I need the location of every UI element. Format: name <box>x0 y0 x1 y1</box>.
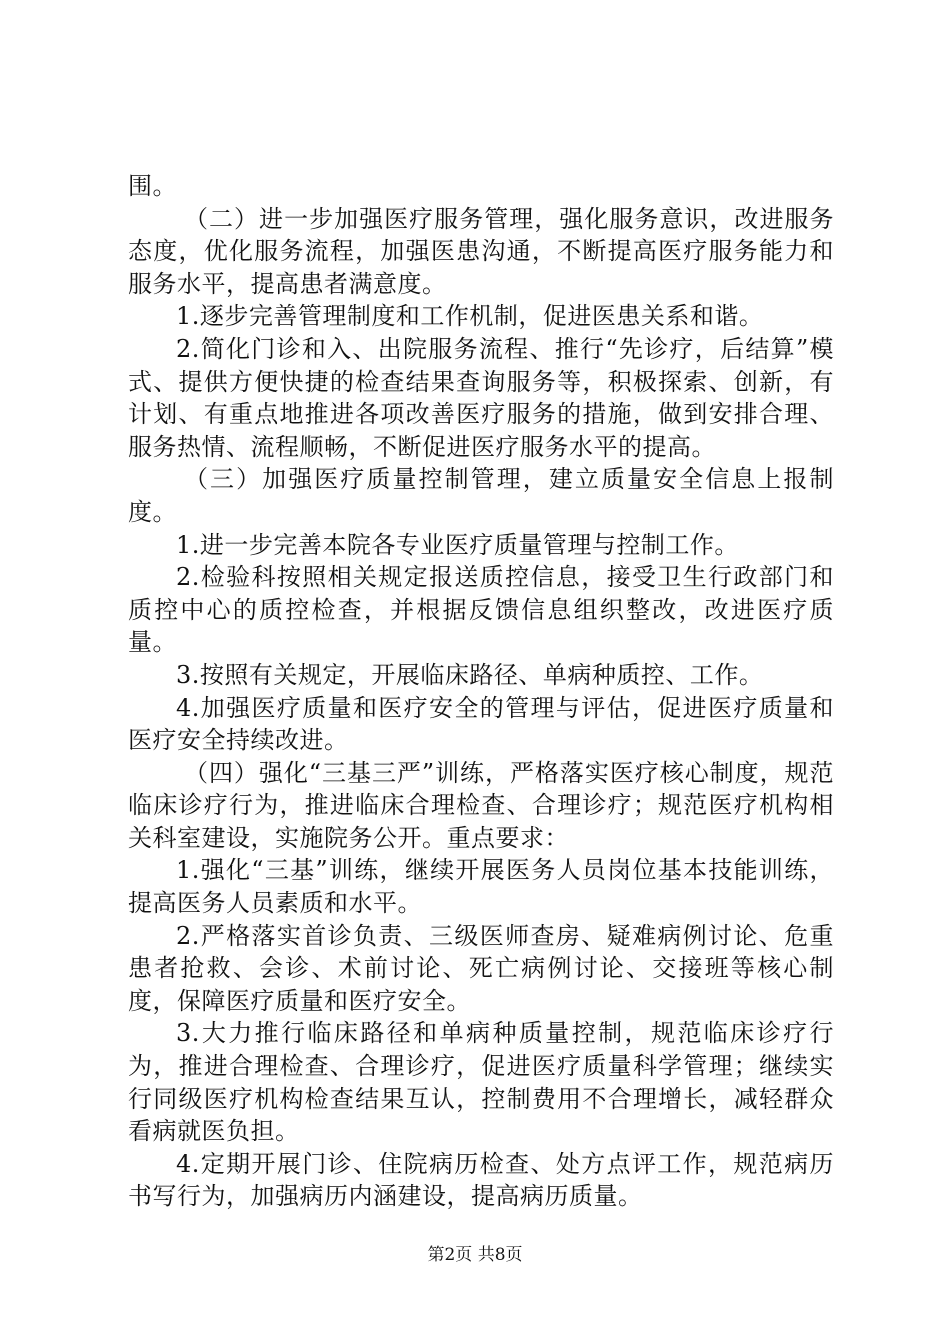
list-item: 2.严格落实首诊负责、三级医师查房、疑难病例讨论、危重患者抢救、会诊、术前讨论、死亡病例讨论、交接班等核心制度，保障医疗质量和医疗安全。 <box>128 921 834 1015</box>
list-item: 1.强化“三基”训练，继续开展医务人员岗位基本技能训练，提高医务人员素质和水平。 <box>128 856 834 918</box>
list-item: 2.检验科按照相关规定报送质控信息，接受卫生行政部门和质控中心的质控检查，并根据反馈信息组织整改，改进医疗质量。 <box>128 563 834 657</box>
paragraph-continuation: 围。 <box>128 172 177 200</box>
list-item: 4.加强医疗质量和医疗安全的管理与评估，促进医疗质量和医疗安全持续改进。 <box>128 693 834 755</box>
list-item: 2.简化门诊和入、出院服务流程、推行“先诊疗，后结算”模式、提供方便快捷的检查结果查询服务等，积极探索、创新，有计划、有重点地推进各项改善医疗服务的措施，做到安排合理、服务热情、流程顺畅，不断促进医疗服务水平的提高。 <box>128 334 834 461</box>
page-footer <box>0 1244 950 1266</box>
list-item: 1.逐步完善管理制度和工作机制，促进医患关系和谐。 <box>176 302 764 331</box>
list-item: 3.按照有关规定，开展临床路径、单病种质控、工作。 <box>176 660 764 689</box>
section-heading-3: （三）加强医疗质量控制管理，建立质量安全信息上报制度。 <box>128 465 834 526</box>
section-heading-4: （四）强化“三基三严”训练，严格落实医疗核心制度，规范临床诊疗行为，推进临床合理检查、合理诊疗；规范医疗机构相关科室建设，实施院务公开。重点要求： <box>128 758 834 852</box>
list-item: 3.大力推行临床路径和单病种质量控制，规范临床诊疗行为，推进合理检查、合理诊疗，促进医疗质量科学管理；继续实行同级医疗机构检查结果互认，控制费用不合理增长，减轻群众看病就医负担。 <box>128 1019 834 1146</box>
page-number-label: 第2页 共8页 <box>427 1245 523 1265</box>
section-heading-2: （二）进一步加强医疗服务管理，强化服务意识，改进服务态度，优化服务流程，加强医患沟通，不断提高医疗服务能力和服务水平，提高患者满意度。 <box>128 204 834 298</box>
list-item: 4.定期开展门诊、住院病历检查、处方点评工作，规范病历书写行为，加强病历内涵建设，提高病历质量。 <box>128 1149 834 1211</box>
list-item: 1.进一步完善本院各专业医疗质量管理与控制工作。 <box>176 530 739 559</box>
document-body <box>128 170 834 1213</box>
